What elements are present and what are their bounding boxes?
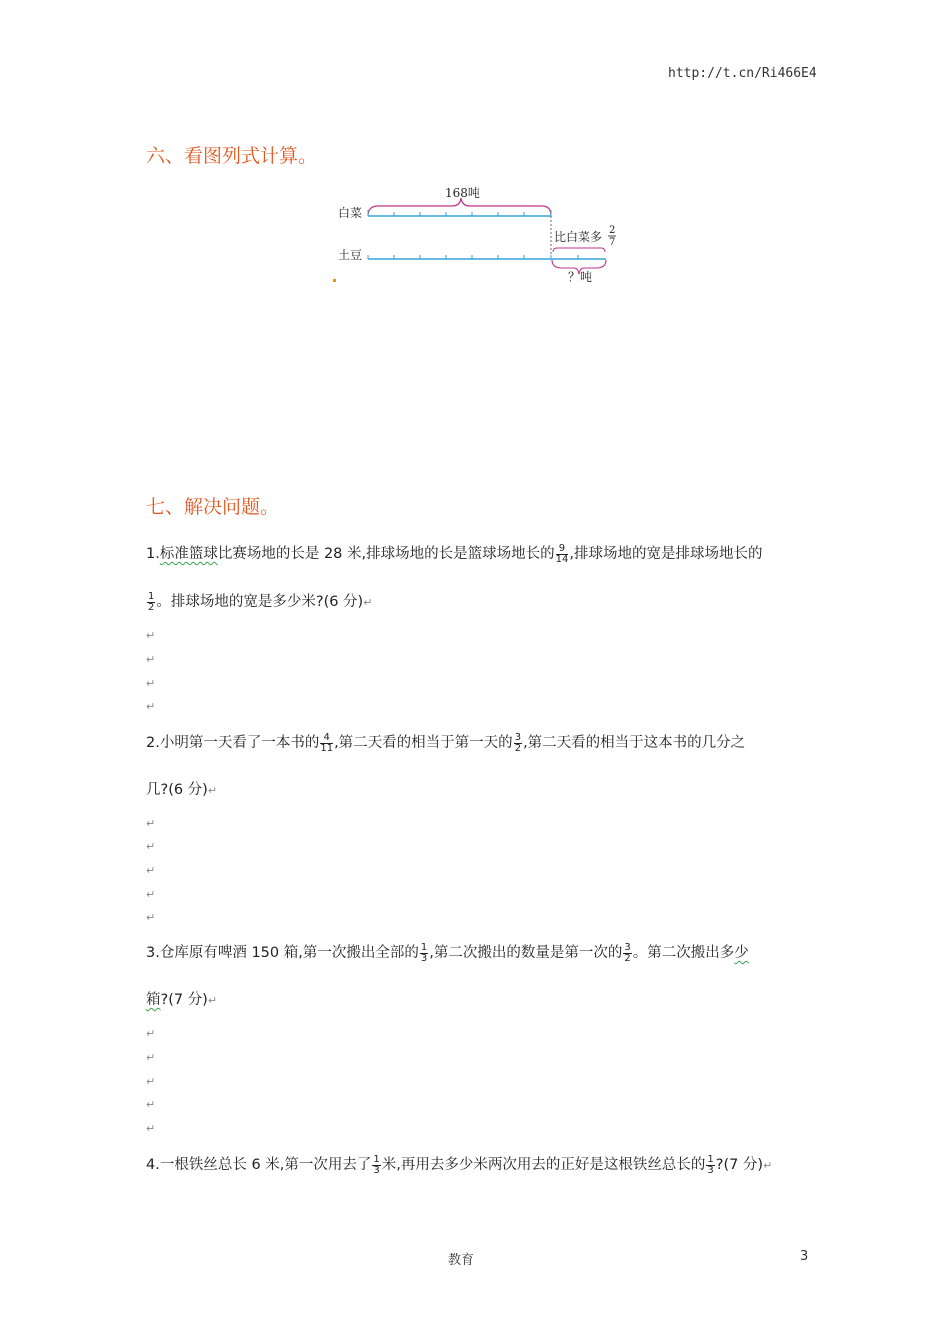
question-2-line-1: 2.小明第一天看了一本书的 $\frac{4}{11}$ ,第二天看的相当于第一天的 $\frac{3}{2}$ ,第二天看的相当于这本书的几分之 [146,731,746,754]
paragraph-mark: ↵ [146,677,156,690]
fraction: $\frac{9}{14}$ [555,542,569,565]
paragraph-mark: ↵ [146,911,156,924]
compare-fraction-numerator: 2 [609,225,616,236]
section-6-title: 六、看图列式计算。 [146,145,318,167]
fraction: $\frac{1}{3}$ [707,1153,714,1176]
page-number: 3 [800,1249,809,1264]
paragraph-mark: ↵ [146,840,156,853]
paragraph-mark: ↵ [146,653,156,666]
cabbage-ticks [368,210,551,216]
section-7-title: 七、解决问题。 [146,496,280,518]
total-label: 168吨 [445,186,480,200]
compare-text: 比白菜多 [554,230,603,244]
fraction: $\frac{3}{2}$ [624,941,631,964]
paragraph-mark: ↵ [146,629,156,642]
label-potato: 土豆 [338,248,363,262]
source-url: http://t.cn/Ri466E4 [668,66,817,81]
question-2-line-2: 几?(6 分)↵ [146,782,218,798]
fraction: $\frac{1}{3}$ [420,941,428,964]
question-1-line-1: 1.标准篮球比赛场地的长是 28 米,排球场地的长是篮球场地长的 $\frac{9}{14}$ ,排球场地的宽是排球场地长的 [146,542,763,565]
footer-label: 教育 [448,1253,475,1268]
paragraph-mark: ↵ [146,1075,156,1088]
question-1-line-2: $\frac{1}{2}$ 。排球场地的宽是多少米?(6 分)↵ [148,590,373,613]
unknown-label: ？吨 [568,270,593,284]
fraction: $\frac{1}{3}$ [373,1153,380,1176]
compare-brace [553,248,605,252]
fraction: $\frac{4}{11}$ [320,731,334,754]
fraction: $\frac{3}{2}$ [514,731,522,754]
paragraph-mark: ↵ [146,1051,156,1064]
paragraph-mark: ↵ [146,817,156,830]
paragraph-mark: ↵ [146,1027,156,1040]
stray-dot [333,279,336,282]
question-3-line-2: 箱?(7 分)↵ [146,992,218,1008]
paragraph-mark: ↵ [146,888,156,901]
paragraph-mark: ↵ [146,1122,156,1135]
paragraph-mark: ↵ [146,1098,156,1111]
question-3-line-1: 3.仓库原有啤酒 150 箱,第一次搬出全部的 $\frac{1}{3}$ ,第二次搬出的数量是第一次的 $\frac{3}{2}$ 。第二次搬出多少 [146,941,749,964]
paragraph-mark: ↵ [146,864,156,877]
paragraph-mark: ↵ [146,700,156,713]
bar-model-diagram [330,180,630,290]
label-cabbage: 白菜 [338,206,363,220]
question-4: 4.一根铁丝总长 6 米,第一次用去了 $\frac{1}{3}$ 米,再用去多少米两次用去的正好是这根铁丝总长的 $\frac{1}{3}$ ?(7 分)↵ [146,1153,773,1176]
compare-fraction-denominator: 7 [609,237,616,248]
fraction: $\frac{1}{2}$ [148,590,155,613]
